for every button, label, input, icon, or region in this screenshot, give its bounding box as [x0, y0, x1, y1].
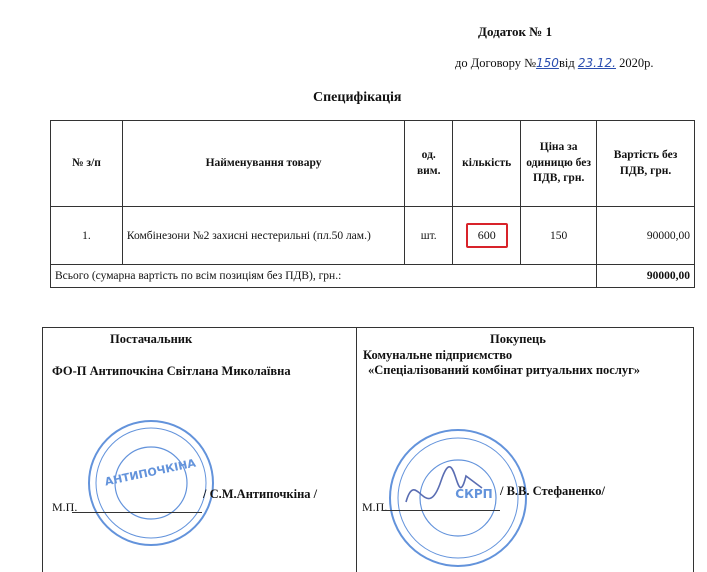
col-header-total: Вартість без ПДВ, грн. — [597, 121, 695, 207]
buyer-signatory: / В.В. Стефаненко/ — [500, 484, 605, 498]
buyer-mp-label: М.П. — [362, 500, 388, 514]
col-header-quantity: кількість — [453, 121, 521, 207]
document-title: Специфікація — [313, 90, 402, 105]
supplier-stamp-text: АНТИПОЧКІНА — [103, 456, 197, 489]
table-row — [51, 207, 695, 265]
contract-reference — [455, 56, 653, 71]
parties-divider — [356, 328, 357, 572]
buyer-signature-line — [382, 510, 500, 511]
supplier-mp-label: М.П. — [52, 500, 78, 514]
total-row — [51, 265, 695, 288]
total-value: 90000,00 — [597, 265, 695, 288]
contract-suffix: 2020р. — [619, 56, 654, 70]
row-quantity: 600 — [466, 223, 508, 248]
buyer-stamp-text: СКРП — [455, 487, 493, 501]
supplier-signatory: / С.М.Антипочкіна / — [203, 487, 318, 501]
contract-prefix: до Договору № — [455, 56, 537, 70]
addendum-title: Додаток № 1 — [478, 24, 553, 39]
total-label: Всього (сумарна вартість по всім позиціям без ПДВ), грн.: — [51, 265, 597, 288]
buyer-name-line2: «Спеціалізований комбінат ритуальних послуг» — [368, 363, 641, 377]
col-header-price: Ціна за одиницю без ПДВ, грн. — [521, 121, 597, 207]
supplier-stamp-icon — [86, 418, 216, 548]
contract-mid: від — [558, 56, 575, 70]
col-header-unit: од. вим. — [405, 121, 453, 207]
row-unit: шт. — [405, 207, 453, 265]
row-price: 150 — [521, 207, 597, 265]
col-header-number: № з/п — [51, 121, 123, 207]
contract-number: 150 — [536, 56, 559, 70]
supplier-signature-line — [72, 512, 202, 513]
supplier-heading: Постачальник — [110, 332, 193, 346]
row-number: 1. — [51, 207, 123, 265]
buyer-heading: Покупець — [490, 332, 546, 346]
specification-table — [50, 120, 695, 288]
row-product-name: Комбінезони №2 захисні нестерильні (пл.50 лам.) — [122, 207, 404, 265]
supplier-name: ФО-П Антипочкіна Світлана Миколаївна — [52, 364, 291, 378]
col-header-name: Найменування товару — [122, 121, 404, 207]
contract-date: 23.12. — [577, 56, 616, 70]
row-quantity-cell — [453, 207, 521, 265]
table-header-row — [51, 121, 695, 207]
row-total: 90000,00 — [597, 207, 695, 265]
buyer-name-line1: Комунальне підприємство — [363, 348, 513, 362]
